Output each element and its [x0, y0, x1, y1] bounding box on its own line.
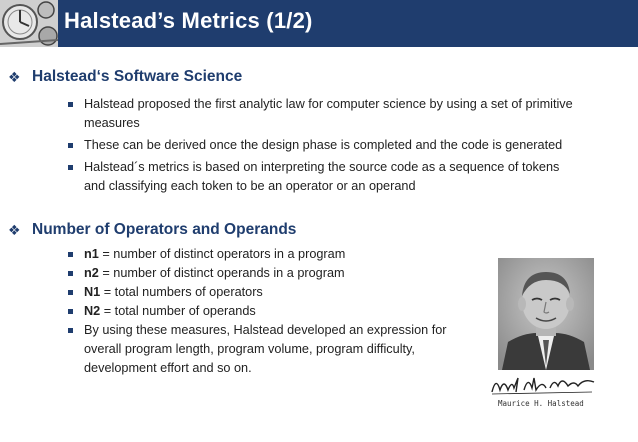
list-item-text: Halstead proposed the first analytic law for computer science by using a set of primitive measures — [84, 97, 573, 130]
square-bullet-icon — [68, 165, 73, 170]
list-item — [84, 283, 454, 302]
list-item-text — [84, 247, 345, 261]
definition-text: = number of distinct operands in a program — [98, 266, 345, 280]
list-item-text — [84, 285, 263, 299]
operators-operands-list — [84, 245, 454, 378]
list-item-text: These can be derived once the design phase is completed and the code is generated — [84, 138, 563, 152]
portrait-photo — [498, 258, 594, 370]
definition-text: = total numbers of operators — [100, 285, 263, 299]
diamond-bullet-icon: ❖ — [8, 69, 21, 85]
square-bullet-icon — [68, 102, 73, 107]
term-n1: n1 — [84, 247, 99, 261]
square-bullet-icon — [68, 271, 73, 276]
list-item — [84, 302, 454, 321]
square-bullet-icon — [68, 290, 73, 295]
list-item-text: Halstead´s metrics is based on interpreting the source code as a sequence of tokens and classifying each token to be an operator or an operand — [84, 160, 560, 193]
term-N1: N1 — [84, 285, 101, 299]
list-item — [84, 321, 454, 378]
diamond-bullet-icon: ❖ — [8, 222, 21, 238]
square-bullet-icon — [68, 252, 73, 257]
list-item — [84, 245, 454, 264]
header-clock-image — [0, 0, 58, 47]
title-bar — [0, 0, 638, 47]
section-heading-software-science — [8, 68, 243, 86]
list-item-text — [84, 266, 345, 280]
list-item — [84, 264, 454, 283]
section-heading-operators-operands — [8, 221, 297, 239]
square-bullet-icon — [68, 309, 73, 314]
square-bullet-icon — [68, 143, 73, 148]
term-N2: N2 — [84, 304, 101, 318]
list-item-text — [84, 304, 256, 318]
list-item — [84, 136, 584, 155]
definition-text: = number of distinct operators in a program — [98, 247, 346, 261]
software-science-list — [84, 95, 584, 196]
section-heading-text: Number of Operators and Operands — [32, 221, 297, 238]
list-item — [84, 158, 584, 196]
signature-caption: Maurice H. Halstead — [498, 399, 584, 408]
square-bullet-icon — [68, 328, 73, 333]
list-item-text: By using these measures, Halstead developed an expression for overall program length, program volume, program difficulty, development effort and so on. — [84, 323, 447, 375]
term-n2: n2 — [84, 266, 99, 280]
list-item — [84, 95, 584, 133]
slide-title: Halstead’s Metrics (1/2) — [64, 8, 313, 33]
definition-text: = total number of operands — [100, 304, 256, 318]
section-heading-text: Halstead‘s Software Science — [32, 68, 243, 85]
